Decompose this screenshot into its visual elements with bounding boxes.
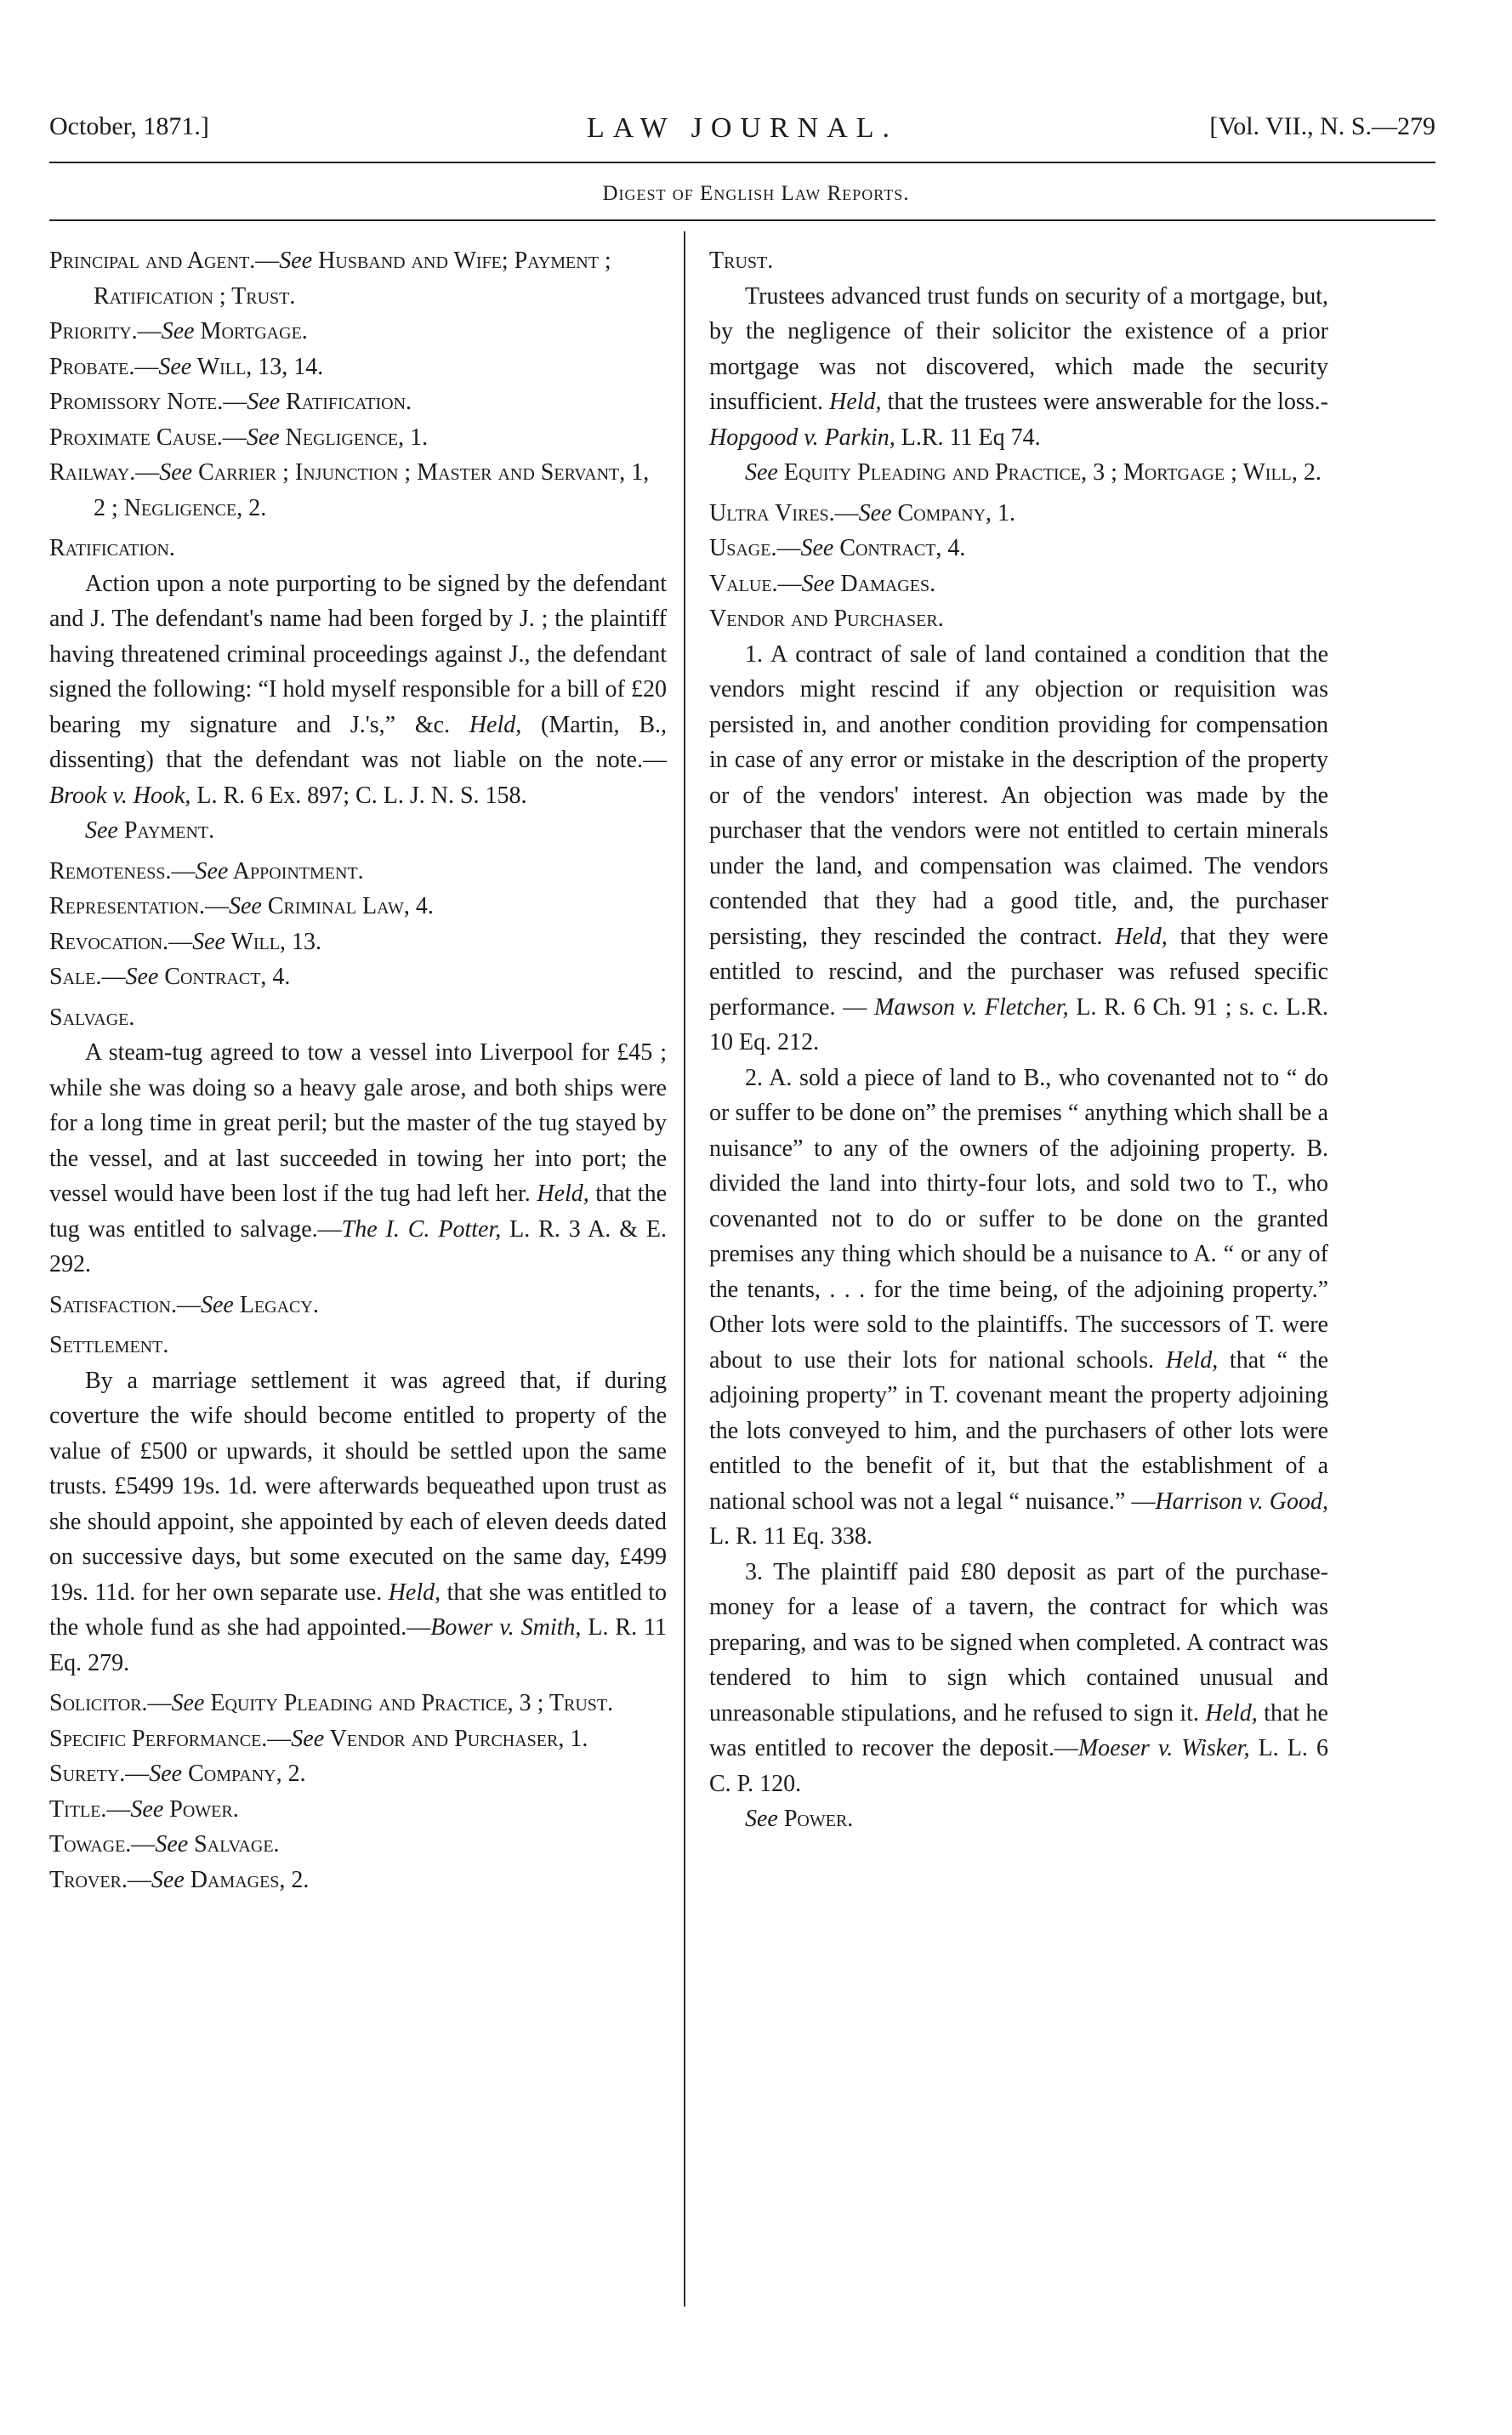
digest-entry-revocation: Revocation.—See Will, 13.	[49, 928, 321, 955]
vendor-case-2: 2. A. sold a piece of land to B., who covenanted not to “ do or suffer to be done on” the premises “ anything which shall be a nuisance” to any of the owners of the adjoining property. B. divided the land into thirty-four lots, and sold two to T., who covenanted not to do or suffer to be done on the granted premises any thing which should be a nuisance to A. “ or any of the tenants, . . . for the time being, of the adjoining property.” Other lots were sold to the plaintiffs. The successors of T. were about to use their lots for national schools. Held, that “ the adjoining property” in T. covenant meant the property adjoining the lots conveyed to him, and the purchasers of other lots were entitled to the benefit of it, but that the establishment of a national school was not a legal “ nuisance.” —Harrison v. Good, L. R. 11 Eq. 338.	[709, 1064, 1329, 1550]
digest-entry-ultra-vires: Ultra Vires.—See Company, 1.	[709, 499, 1016, 526]
digest-entry-priority: Priority.—See Mortgage.	[49, 318, 308, 344]
section-rule	[49, 219, 1435, 221]
digest-entry-title: Title.—See Power.	[49, 1795, 239, 1823]
digest-entry-trover: Trover.—See Damages, 2.	[49, 1866, 310, 1893]
heading-vendor-purchaser: Vendor and Purchaser.	[709, 606, 944, 632]
digest-entry-proximate-cause: Proximate Cause.—See Negligence, 1.	[49, 424, 429, 451]
section-title: Digest of English Law Reports.	[602, 182, 910, 205]
column-divider	[684, 231, 685, 2307]
digest-entry-value: Value.—See Damages.	[709, 570, 936, 597]
header-rule	[49, 162, 1435, 163]
digest-entry-specific-performance: Specific Performance.—See Vendor and Purchaser, 1.	[49, 1725, 588, 1752]
digest-entry-usage: Usage.—See Contract, 4.	[709, 535, 966, 561]
trust-see: See Equity Pleading and Practice, 3 ; Mortgage ; Will, 2.	[745, 459, 1322, 486]
heading-settlement: Settlement.	[49, 1332, 169, 1358]
vendor-case-1: 1. A contract of sale of land contained a condition that the vendors might rescind if any objection or requisition was persisted in, and another condition providing for compensation in case of any error or mistake in the description of the property or of the vendors' interest. An objection was made by the purchaser that the vendors were not entitled to certain minerals under the land, and compensation was claimed. The vendors contended that they had a good title, and, the purchaser persisting, they rescinded the contract. Held, that they were entitled to rescind, and the purchaser was refused specific performance. — Mawson v. Fletcher, L. R. 6 Ch. 91 ; s. c. L.R. 10 Eq. 212.	[709, 640, 1329, 1055]
ratification-body: Action upon a note purporting to be signed by the defendant and J. The defendant's name had been forged by J. ; the plaintiff having threatened criminal proceedings against J., the defendant signed the following: “I hold myself responsible for a bill of £20 bearing my signature and J.'s,” &c. Held, (Martin, B., dissenting) that the defendant was not liable on the note.—Brook v. Hook, L. R. 6 Ex. 897; C. L. J. N. S. 158.	[49, 570, 667, 809]
issue-date: October, 1871.]	[49, 112, 209, 140]
digest-entry-surety: Surety.—See Company, 2.	[49, 1761, 306, 1787]
heading-salvage: Salvage.	[49, 1004, 135, 1031]
digest-entry-solicitor: Solicitor.—See Equity Pleading and Practice, 3 ; Trust.	[49, 1690, 614, 1716]
ratification-see: See Payment.	[85, 817, 215, 844]
left-column	[49, 243, 667, 1897]
salvage-body: A steam-tug agreed to tow a vessel into Liverpool for £45 ; while she was doing so a heavy gale arose, and both ships were for a long time in great peril; but the master of the tug stayed by the vessel, and at last succeeded in towing her into port; the vessel would have been lost if the tug had left her. Held, that the tug was entitled to salvage.—The I. C. Potter, L. R. 3 A. & E. 292.	[49, 1039, 668, 1277]
vendor-see: See Power.	[745, 1806, 854, 1832]
heading-ratification: Ratification.	[49, 535, 175, 561]
vendor-case-3: 3. The plaintiff paid £80 deposit as part of the purchase-money for a lease of a tavern, the contract for which was preparing, and was to be signed when completed. A contract was tendered to him to sign which contained unusual and unreasonable stipulations, and he refused to sign it. Held, that he was entitled to recover the deposit.—Moeser v. Wisker, L. L. 6 C. P. 120.	[709, 1558, 1328, 1797]
digest-entry-principal: Principal and Agent.—See Husband and Wife; Payment ; Ratification ; Trust.	[49, 247, 611, 310]
digest-entry-satisfaction: Satisfaction.—See Legacy.	[49, 1291, 319, 1318]
digest-entry-promissory-note: Promissory Note.—See Ratification.	[49, 389, 412, 415]
right-column	[709, 243, 1328, 1837]
journal-title: LAW JOURNAL.	[587, 112, 898, 144]
digest-entry-towage: Towage.—See Salvage.	[49, 1831, 280, 1858]
trust-body: Trustees advanced trust funds on security of a mortgage, but, by the negligence of their solicitor the existence of a prior mortgage was not discovered, which made the security insufficient. Held, that the trustees were answerable for the loss.-Hopgood v. Parkin, L.R. 11 Eq 74.	[709, 282, 1329, 451]
digest-entry-representation: Representation.—See Criminal Law, 4.	[49, 893, 434, 919]
digest-entry-probate: Probate.—See Will, 13, 14.	[49, 353, 324, 380]
settlement-body: By a marriage settlement it was agreed that, if during coverture the wife should become entitled to property of the value of £500 or upwards, it should be settled upon the same trusts. £5499 19s. 1d. were afterwards bequeathed upon trust as she should appoint, she appointed by each of eleven deeds dated on successive days, but some executed on the same day, £499 19s. 11d. for her own separate use. Held, that she was entitled to the whole fund as she had appointed.—Bower v. Smith, L. R. 11 Eq. 279.	[49, 1367, 667, 1676]
heading-trust: Trust.	[709, 247, 774, 274]
volume-page-number: [Vol. VII., N. S.—279	[1209, 112, 1435, 140]
digest-entry-railway: Railway.—See Carrier ; Injunction ; Master and Servant, 1, 2 ; Negligence, 2.	[49, 459, 650, 521]
digest-entry-sale: Sale.—See Contract, 4.	[49, 964, 291, 990]
digest-entry-remoteness: Remoteness.—See Appointment.	[49, 857, 364, 885]
page-header	[49, 112, 1435, 151]
